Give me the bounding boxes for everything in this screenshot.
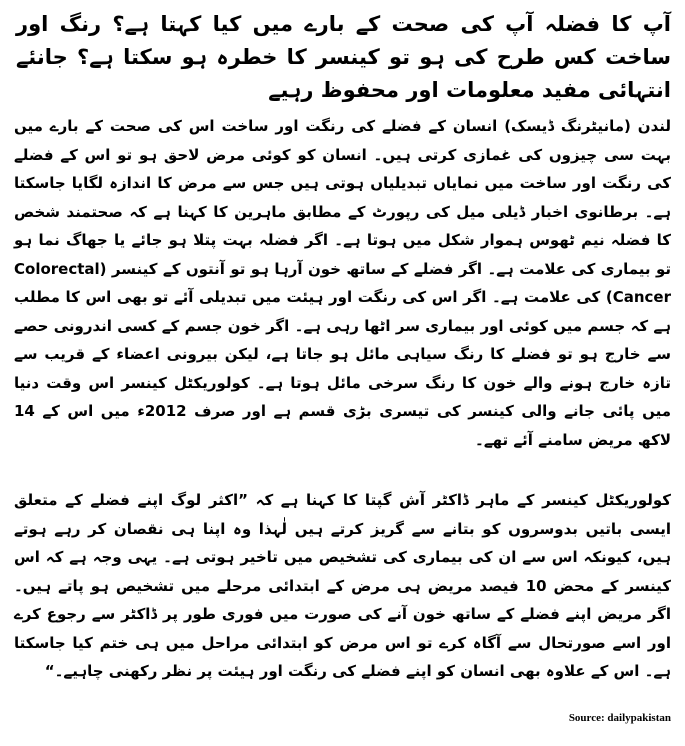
article-paragraph-1: لندن (مانیٹرنگ ڈیسک) انسان کے فضلے کی رنگت اور ساخت اس کی صحت کے بارے میں بہت سی چیزوں کی غمازی کرتی ہیں۔ انسان کو کوئی مرض لاحق ہو تو اس کے فضلے کی رنگت اور ساخت میں نمایاں تبدیلیاں ہوتی ہیں جس سے مرض کا اندازہ لگایا جاسکتا ہے۔ برطانوی اخبار ڈیلی میل کی رپورٹ کے مطابق ماہرین کا کہنا ہے کہ صحتمند شخص کا فضلہ نیم ٹھوس ہموار شکل میں ہوتا ہے۔ اگر فضلہ بہت پتلا ہو جائے یا جھاگ نما ہو تو بیماری کی علامت ہے۔ اگر فضلے کے ساتھ خون آرہا ہو تو آنتوں کے کینسر (Colorectal Cancer) کی علامت ہے۔ اگر اس کی رنگت اور ہیئت میں تبدیلی آئے تو بھی اس کا مطلب ہے کہ جسم میں کوئی اور بیماری سر اٹھا رہی ہے۔ اگر خون جسم کے کسی اندرونی حصے سے خارج ہو تو فضلے کا رنگ سیاہی مائل ہو جاتا ہے، لیکن بیرونی اعضاء کے قریب سے تازہ خارج ہونے والے خون کا رنگ سرخی مائل ہوتا ہے۔ کولوریکٹل کینسر اس وقت دنیا میں پائی جانے والی کینسر کی تیسری بڑی قسم ہے اور صرف 2012ء میں اس کے 14 لاکھ مریض سامنے آئے تھے۔ <box>14 117 671 449</box>
source-credit: Source: dailypakistan <box>568 712 671 724</box>
article-paragraph-2: کولوریکٹل کینسر کے ماہر ڈاکٹر آش گپتا کا کہنا ہے کہ ”اکثر لوگ اپنے فضلے کے متعلق ایسی باتیں بدوسروں کو بتانے سے گریز کرتے ہیں لٰہذا وہ اپنا ہی نقصان کر رہے ہوتے ہیں، کیونکہ اس سے ان کی بیماری کی تشخیص میں تاخیر ہوتی ہے۔ یہی وجہ ہے کہ اس کینسر کے محض 10 فیصد مریض ہی مرض کے ابتدائی مرحلے میں تشخیص ہو پاتے ہیں۔ اگر مریض اپنے فضلے کے ساتھ خون آنے کی صورت میں فوری طور پر ڈاکٹر سے رجوع کرے اور اسے صورتحال سے آگاہ کرے تو اس مرض کو ابتدائی مراحل میں ہی ختم کیا جاسکتا ہے۔ اس کے علاوہ بھی انسان کو اپنے فضلے کی رنگت اور ہیئت پر نظر رکھنی چاہیے۔“ <box>14 491 671 680</box>
article-headline: آپ کا فضلہ آپ کی صحت کے بارے میں کیا کہتا ہے؟ رنگ اور ساخت کس طرح کی ہو تو کینسر کا خطرہ ہو سکتا ہے؟ جانئے انتہائی مفید معلومات اور محفوظ رہیے <box>16 12 671 102</box>
